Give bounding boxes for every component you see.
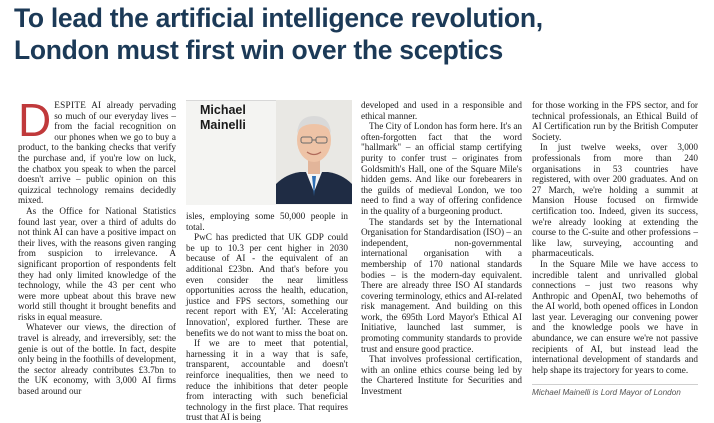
lead-paragraph: AI already pervading so much of our everyday lives – from the facial recognition on our phones when we go to buy a product, to the banking checks that verify the purchase and, if you're low on luck, the chatbox you speak to when the parcel doesn't arrive – public opinion on this quizzical technology remains decidedly mixed. <box>18 100 176 206</box>
column-4 <box>532 100 698 375</box>
headline <box>14 2 704 66</box>
caption-divider <box>532 384 698 385</box>
byline-first-name: Michael <box>200 103 246 117</box>
paragraph: As the Office for National Statistics found last year, over a third of adults do not think AI can have a positive impact on their lives, with the reasons given ranging from suspicion to irrelevance. A significant proportion of respondents felt they had only limited knowledge of the technology, while the 43 per cent who were more upbeat about this brave new world still thought it brought benefits and risks in equal measure. <box>18 205 176 322</box>
paragraph: In just twelve weeks, over 3,000 professionals from more than 240 organisations in 53 countries have registered, with over 200 graduates. And on 27 March, we're holding a summit at Mansion House focused on firmwide certification too. Indeed, given its success, we're already looking at extending the course to the C-suite and other professions – like law, surveying, accounting and pharmaceuticals. <box>532 142 698 259</box>
paragraph: The standards set by the International Organisation for Standardisation (ISO) – an independent, non-governmental international organisation with a membership of 170 national standards bodies – is the modern-day equivalent. There are already three ISO AI standards covering terminology, ethics and AI-related risk management. And building on this work, the 695th Lord Mayor's Ethical AI Initiative, launched last summer, is promoting community standards to provide trust and ensure good practice. <box>361 216 522 354</box>
drop-cap: D <box>18 94 52 146</box>
author-portrait <box>276 100 352 204</box>
paragraph: In the Square Mile we have access to incredible talent and unrivalled global connections – just two reasons why Anthropic and OpenAI, two behemoths of the AI world, both opened offices in London last year. Leveraging our convening power and the knowledge pools we have in abundance, we can ensure we're not passive recipients of AI, but instead lead the international development of standards and help shape its trajectory for years to come. <box>532 258 698 375</box>
column-1 <box>18 94 176 397</box>
headline-line-1: To lead the artificial intelligence revolution, <box>14 3 543 33</box>
byline-last-name: Mainelli <box>200 118 246 132</box>
author-caption: Michael Mainelli is Lord Mayor of London <box>532 388 681 397</box>
paragraph: That involves professional certification, with an online ethics course being led by the Chartered Institute for Securities and Investment <box>361 354 522 397</box>
paragraph: developed and used in a responsible and ethical manner. <box>361 100 522 121</box>
column-2 <box>186 211 348 423</box>
paragraph: Whatever our views, the direction of travel is already, and irreversibly, set: the genie is out of the bottle. In fact, despite only being in the foothills of development, the sector already contributes £3.7bn to the UK economy, with 3,000 AI firms based around our <box>18 322 176 397</box>
paragraph: for those working in the FPS sector, and for technical professionals, an Ethical Build of AI Certification run by the British Computer Society. <box>532 100 698 142</box>
headline-line-2: London must first win over the sceptics <box>14 35 503 65</box>
paragraph: PwC has predicted that UK GDP could be up to 10.3 per cent higher in 2030 because of AI - the equivalent of an additional £23bn. And that's before you even consider the near limitless opportunities across the health, education, justice and FPS sectors, something our recent report with EY, 'AI: Accelerating Innovation', explored further. These are benefits we do not want to miss the boat on. <box>186 232 348 338</box>
byline-name <box>200 103 270 133</box>
portrait-illustration <box>276 100 352 204</box>
paragraph: If we are to meet that potential, harnessing it in a way that is safe, transparent, accountable and doesn't reinforce inequalities, then we need to reduce the inhibitions that deter people from interacting with such beneficial technology in the first place. That requires trust that AI is being <box>186 338 348 423</box>
paragraph: isles, employing some 50,000 people in total. <box>186 211 348 232</box>
paragraph: The City of London has form here. It's an often-forgotten fact that the word "hallmark" – an official stamp certifying purity to confer trust – originates from Goldsmith's Hall, one of the Square Mile's hidden gems. And like our forebearers in the guilds of medieval London, we too need to find a way of offering confidence in the quality of a burgeoning product. <box>361 121 522 216</box>
column-3 <box>361 100 522 397</box>
lead-caps: ESPITE <box>54 100 87 110</box>
